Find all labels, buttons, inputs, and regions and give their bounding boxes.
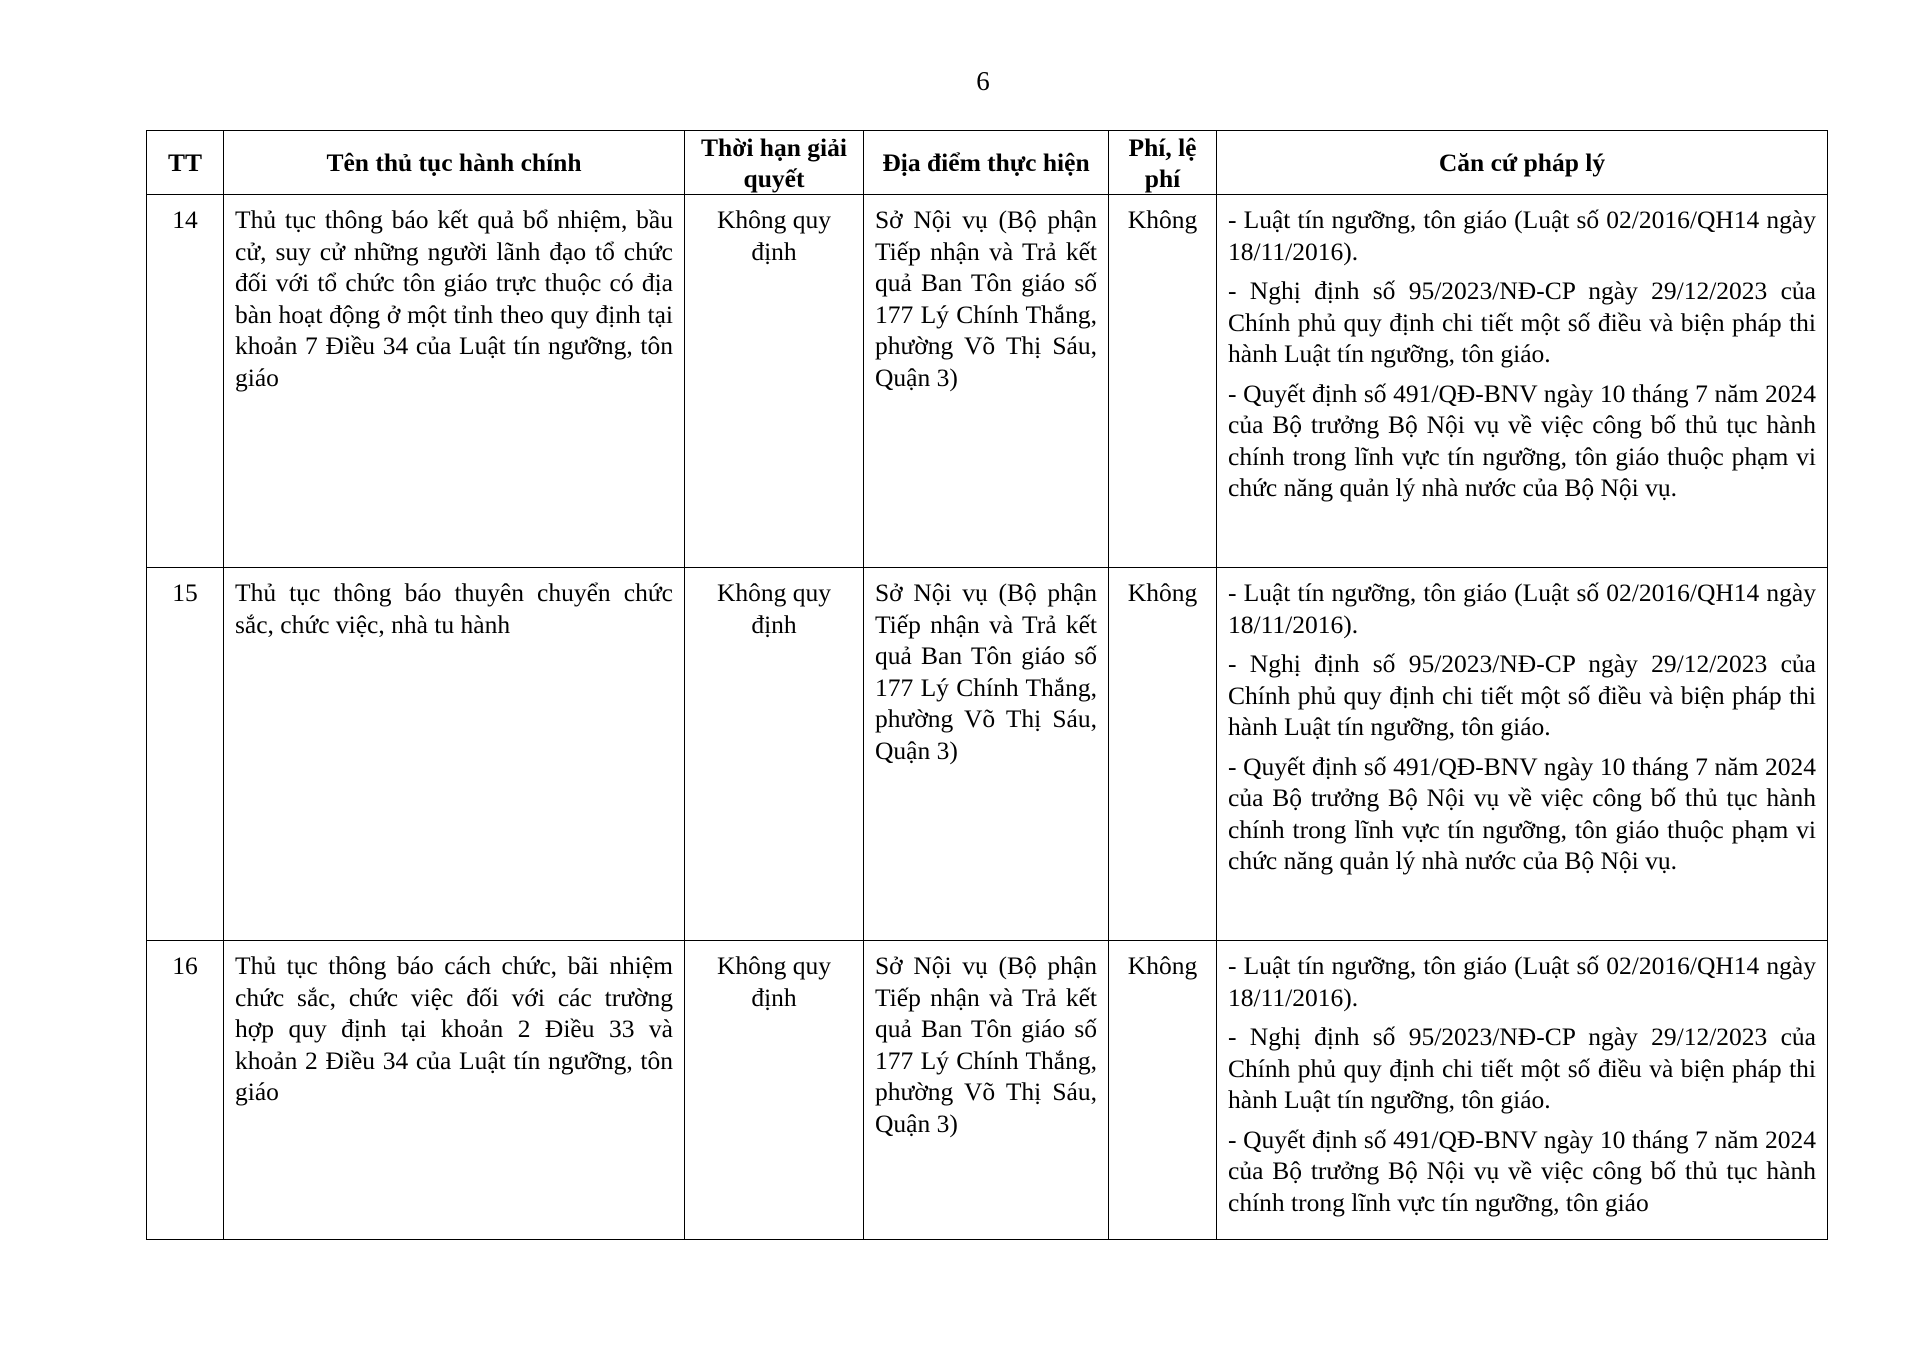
cell-legal-basis <box>1217 195 1828 568</box>
legal-item: - Nghị định số 95/2023/NĐ-CP ngày 29/12/2023 của Chính phủ quy định chi tiết một số điều và biện pháp thi hành Luật tín ngưỡng, tôn giáo. <box>1228 649 1816 741</box>
cell-procedure-name: Thủ tục thông báo kết quả bổ nhiệm, bầu cử, suy cử những người lãnh đạo tổ chức đối với tổ chức tôn giáo trực thuộc có địa bàn hoạt động ở một tỉnh theo quy định tại khoản 7 Điều 34 của Luật tín ngưỡng, tôn giáo <box>224 195 685 568</box>
cell-tt: 14 <box>147 195 224 568</box>
legal-item: - Nghị định số 95/2023/NĐ-CP ngày 29/12/2023 của Chính phủ quy định chi tiết một số điều và biện pháp thi hành Luật tín ngưỡng, tôn giáo. <box>1228 1022 1816 1114</box>
legal-item: - Nghị định số 95/2023/NĐ-CP ngày 29/12/2023 của Chính phủ quy định chi tiết một số điều và biện pháp thi hành Luật tín ngưỡng, tôn giáo. <box>1228 276 1816 368</box>
legal-item: - Luật tín ngưỡng, tôn giáo (Luật số 02/2016/QH14 ngày 18/11/2016). <box>1228 578 1816 639</box>
cell-time-limit: Không quy định <box>685 568 864 941</box>
table-header <box>147 131 1828 195</box>
legal-item: - Quyết định số 491/QĐ-BNV ngày 10 tháng 7 năm 2024 của Bộ trưởng Bộ Nội vụ về việc công bố thủ tục hành chính trong lĩnh vực tín ngưỡng, tôn giáo <box>1228 1124 1816 1217</box>
header-place: Địa điểm thực hiện <box>864 131 1109 195</box>
header-tt: TT <box>147 131 224 195</box>
header-row <box>147 131 1828 195</box>
cell-place: Sở Nội vụ (Bộ phận Tiếp nhận và Trả kết quả Ban Tôn giáo số 177 Lý Chính Thắng, phường Võ Thị Sáu, Quận 3) <box>864 568 1109 941</box>
legal-item: - Luật tín ngưỡng, tôn giáo (Luật số 02/2016/QH14 ngày 18/11/2016). <box>1228 205 1816 266</box>
cell-fee: Không <box>1109 195 1217 568</box>
cell-time-limit: Không quy định <box>685 941 864 1240</box>
table-row <box>147 941 1828 1240</box>
cell-tt: 15 <box>147 568 224 941</box>
legal-item: - Quyết định số 491/QĐ-BNV ngày 10 tháng 7 năm 2024 của Bộ trưởng Bộ Nội vụ về việc công bố thủ tục hành chính trong lĩnh vực tín ngưỡng, tôn giáo thuộc phạm vi chức năng quản lý nhà nước của Bộ Nội vụ. <box>1228 751 1816 875</box>
header-time-limit: Thời hạn giải quyết <box>685 131 864 195</box>
cell-procedure-name: Thủ tục thông báo cách chức, bãi nhiệm chức sắc, chức việc đối với các trường hợp quy định tại khoản 2 Điều 33 và khoản 2 Điều 34 của Luật tín ngưỡng, tôn giáo <box>224 941 685 1240</box>
header-procedure-name: Tên thủ tục hành chính <box>224 131 685 195</box>
cell-place: Sở Nội vụ (Bộ phận Tiếp nhận và Trả kết quả Ban Tôn giáo số 177 Lý Chính Thắng, phường Võ Thị Sáu, Quận 3) <box>864 195 1109 568</box>
legal-item: - Luật tín ngưỡng, tôn giáo (Luật số 02/2016/QH14 ngày 18/11/2016). <box>1228 951 1816 1012</box>
procedures-table <box>146 130 1828 1240</box>
cell-procedure-name: Thủ tục thông báo thuyên chuyển chức sắc, chức việc, nhà tu hành <box>224 568 685 941</box>
header-fee: Phí, lệ phí <box>1109 131 1217 195</box>
cell-legal-basis <box>1217 941 1828 1240</box>
legal-item: - Quyết định số 491/QĐ-BNV ngày 10 tháng 7 năm 2024 của Bộ trưởng Bộ Nội vụ về việc công bố thủ tục hành chính trong lĩnh vực tín ngưỡng, tôn giáo thuộc phạm vi chức năng quản lý nhà nước của Bộ Nội vụ. <box>1228 378 1816 502</box>
cell-tt: 16 <box>147 941 224 1240</box>
cell-legal-basis <box>1217 568 1828 941</box>
header-legal-basis: Căn cứ pháp lý <box>1217 131 1828 195</box>
cell-fee: Không <box>1109 941 1217 1240</box>
table-row <box>147 195 1828 568</box>
table-body <box>147 195 1828 1240</box>
table-row <box>147 568 1828 941</box>
cell-fee: Không <box>1109 568 1217 941</box>
cell-place: Sở Nội vụ (Bộ phận Tiếp nhận và Trả kết quả Ban Tôn giáo số 177 Lý Chính Thắng, phường Võ Thị Sáu, Quận 3) <box>864 941 1109 1240</box>
page-number: 6 <box>976 66 990 96</box>
cell-time-limit: Không quy định <box>685 195 864 568</box>
